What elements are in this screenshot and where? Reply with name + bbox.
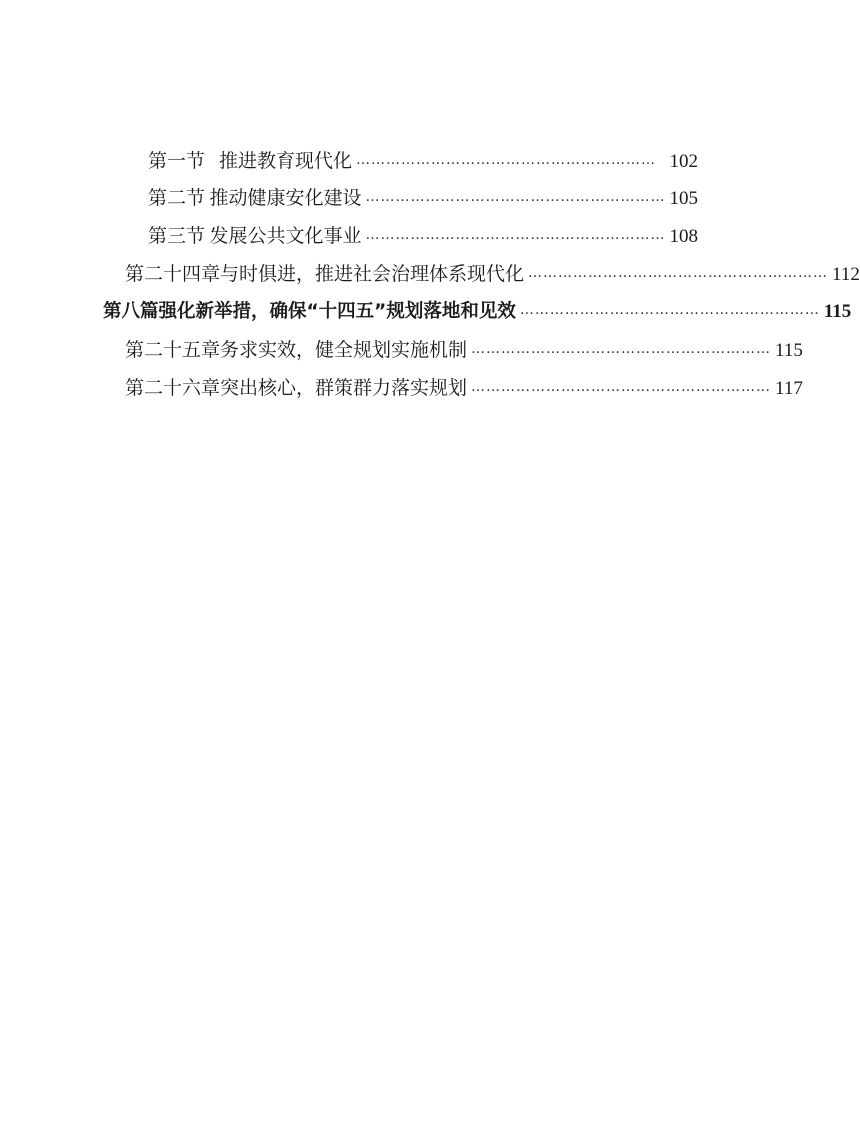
toc-entry-page: 108 [669, 226, 698, 247]
toc-entry-chapter-25[interactable] [125, 337, 803, 363]
toc-entry-number: 第二节 [148, 187, 206, 209]
toc-entry-page: 115 [775, 340, 803, 361]
toc-entry-title: 突出核心，群策群力落实规划 [220, 377, 468, 399]
toc-entry-part-8[interactable] [103, 299, 852, 325]
toc-leader-dots: …………………………………………………… [356, 152, 657, 168]
toc-entry-section-1[interactable] [148, 148, 698, 174]
toc-leader-dots: …………………………………………………… [471, 379, 772, 395]
toc-leader-dots: …………………………………………………… [365, 189, 666, 205]
toc-entry-page: 105 [669, 188, 698, 209]
toc-entry-number: 第二十四章 [125, 263, 221, 285]
toc-entry-title: 与时俱进，推进社会治理体系现代化 [220, 263, 525, 285]
toc-entry-title: 强化新举措，确保“十四五”规划落地和见效 [158, 301, 516, 322]
toc-entry-number: 第一节 [148, 150, 206, 172]
toc-entry-title: 务求实效，健全规划实施机制 [220, 339, 468, 361]
toc-leader-dots: …………………………………………………… [365, 227, 666, 243]
toc-entry-title: 发展公共文化事业 [209, 225, 362, 247]
toc-leader-dots: …………………………………………………… [471, 341, 772, 357]
toc-entry-page: 102 [669, 151, 698, 172]
toc-entry-number: 第二十六章 [125, 377, 221, 399]
toc-leader-dots: …………………………………………………… [528, 265, 829, 281]
toc-entry-chapter-24[interactable] [125, 261, 860, 287]
toc-leader-dots: …………………………………………………… [519, 302, 820, 318]
toc-entry-page: 115 [823, 301, 852, 322]
toc-entry-number: 第三节 [148, 225, 206, 247]
toc-entry-chapter-26[interactable] [125, 375, 803, 401]
toc-entry-number: 第八篇 [103, 301, 159, 322]
toc-entry-title: 推进教育现代化 [219, 150, 353, 172]
toc-entry-number: 第二十五章 [125, 339, 221, 361]
toc-entry-page: 112 [832, 264, 860, 285]
toc-entry-page: 117 [775, 378, 803, 399]
toc-entry-title: 推动健康安化建设 [209, 187, 362, 209]
toc-entry-section-2[interactable] [148, 185, 698, 211]
toc-entry-section-3[interactable] [148, 223, 698, 249]
